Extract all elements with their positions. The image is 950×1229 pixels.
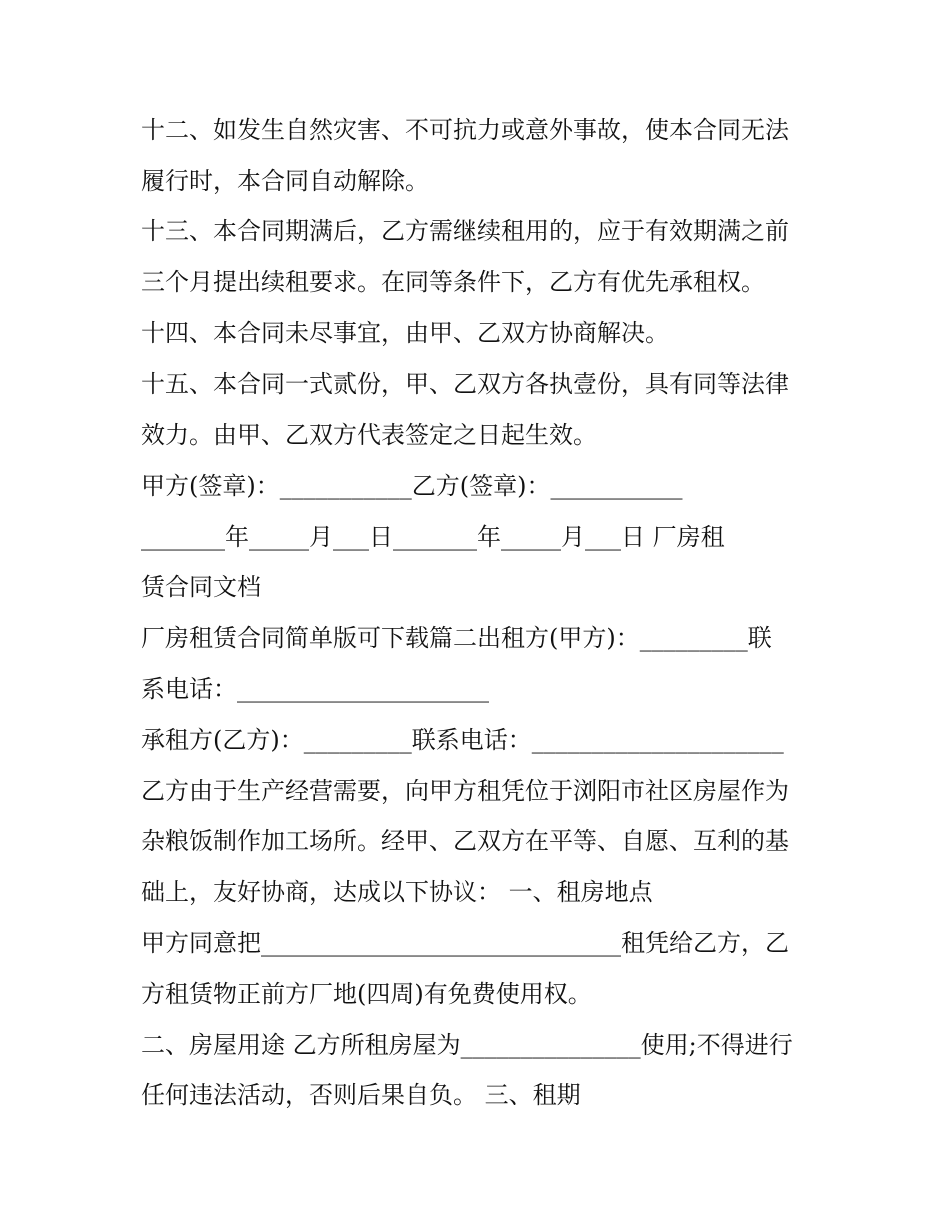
text-line: 二、房屋用途 乙方所租房屋为_______________使用;不得进行 [141,1031,793,1059]
text-line: 甲方同意把______________________________租凭给乙方，乙 [141,929,789,957]
text-line: 厂房租赁合同简单版可下载篇二出租方(甲方)：_________联 [141,624,772,652]
text-line: 十四、本合同未尽事宜，由甲、乙双方协商解决。 [141,319,669,347]
text-line: 履行时，本合同自动解除。 [141,167,429,195]
text-line: 三个月提出续租要求。在同等条件下，乙方有优先承租权。 [141,268,765,296]
date-line: _______年_____月___日_______年_____月___日 厂房租 [141,523,725,551]
text-line: 赁合同文档 [141,573,261,601]
text-line: 十二、如发生自然灾害、不可抗力或意外事故，使本合同无法 [141,116,789,144]
text-line: 础上，友好协商，达成以下协议： 一、租房地点 [141,878,653,906]
text-line: 十五、本合同一式贰份，甲、乙双方各执壹份，具有同等法律 [141,370,789,398]
text-line: 方租赁物正前方厂地(四周)有免费使用权。 [141,980,592,1008]
text-line: 任何违法活动，否则后果自负。 三、租期 [141,1081,581,1109]
signature-line: 甲方(签章)：___________乙方(签章)：___________ [141,472,683,500]
text-line: 杂粮饭制作加工场所。经甲、乙双方在平等、自愿、互利的基 [141,827,789,855]
text-line: 承租方(乙方)：_________联系电话：_____________________ [141,726,784,754]
text-line: 十三、本合同期满后，乙方需继续租用的，应于有效期满之前 [141,217,789,245]
text-line: 系电话：_____________________ [141,675,489,703]
text-line: 乙方由于生产经营需要，向甲方租凭位于浏阳市社区房屋作为 [141,777,789,805]
text-line: 效力。由甲、乙双方代表签定之日起生效。 [141,421,597,449]
